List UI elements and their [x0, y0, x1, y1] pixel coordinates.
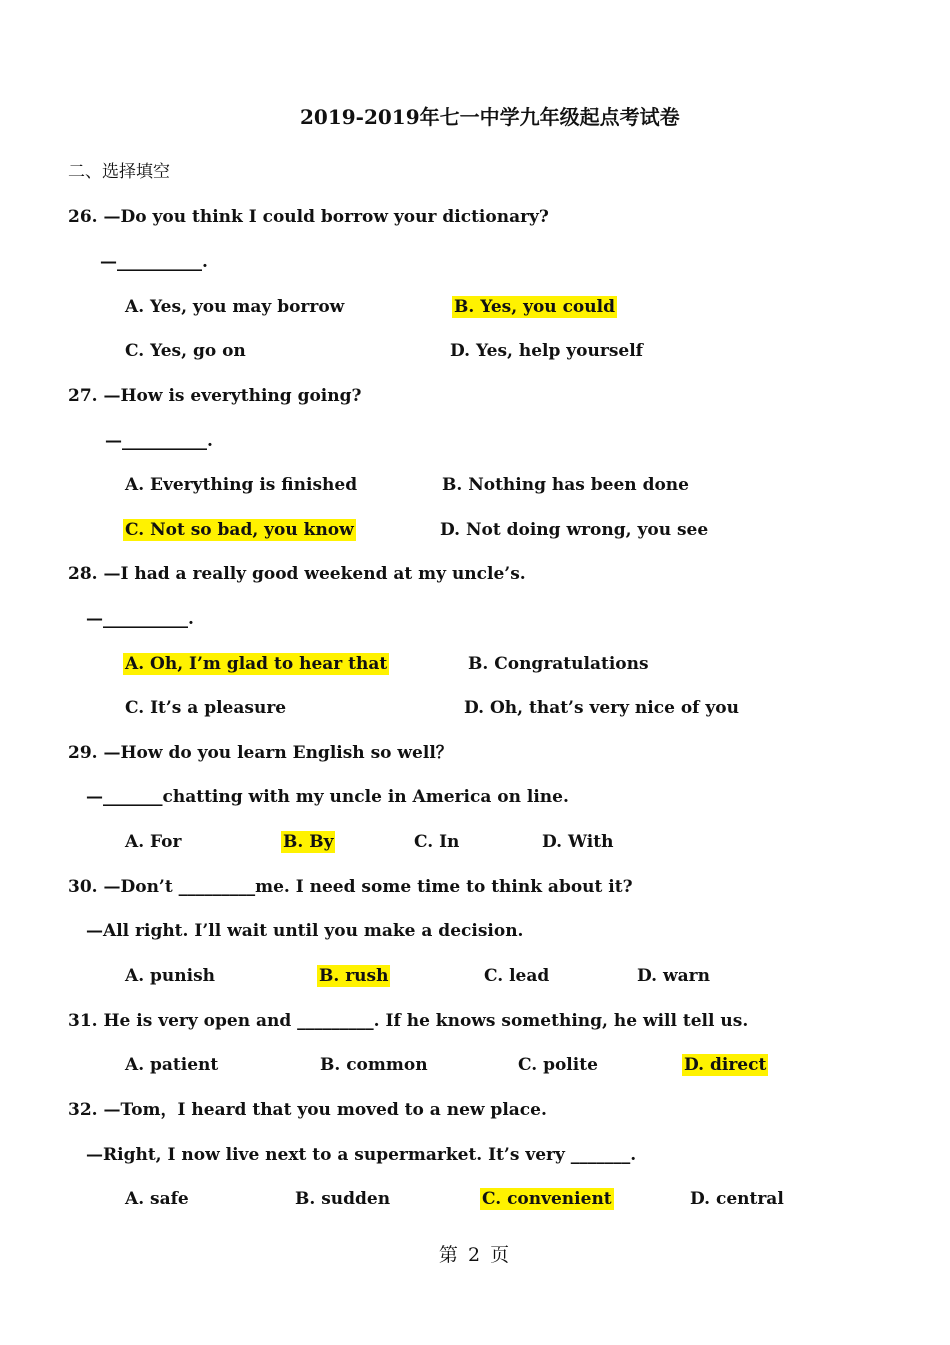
question-32-stem: 32. —Tom，I heard that you moved to a new place. — [68, 1100, 547, 1120]
page-number: 第 2 页 — [438, 1244, 512, 1266]
question-29-option-d: D. With — [542, 832, 614, 852]
question-28-option-a-answer: A. Oh, I’m glad to hear that — [125, 654, 388, 674]
question-31-option-d-answer: D. direct — [684, 1055, 767, 1075]
question-32-reply: —Right, I now live next to a supermarket. It’s very _______. — [86, 1145, 637, 1165]
question-27-option-b: B. Nothing has been done — [442, 475, 689, 495]
page-title: 2019-2019年七一中学九年级起点考试卷 — [300, 105, 680, 129]
question-28-option-c: C. It’s a pleasure — [125, 698, 287, 718]
question-27-option-d: D. Not doing wrong, you see — [440, 520, 709, 540]
question-31-option-a: A. patient — [125, 1055, 219, 1075]
question-31-stem: 31. He is very open and _________. If he knows something, he will tell us. — [68, 1011, 749, 1031]
question-30-stem: 30. —Don’t _________me. I need some time to think about it? — [68, 877, 633, 897]
question-26-reply: —__________. — [100, 252, 208, 272]
question-30-option-a: A. punish — [125, 966, 216, 986]
question-26-option-c: C. Yes, go on — [125, 341, 246, 361]
question-31-option-b: B. common — [320, 1055, 428, 1075]
section-heading: 二、选择填空 — [68, 162, 170, 182]
question-30-option-d: D. warn — [637, 966, 710, 986]
question-29-option-b-answer: B. By — [283, 832, 334, 852]
question-26-option-a: A. Yes, you may borrow — [125, 297, 345, 317]
question-26-option-d: D. Yes, help yourself — [450, 341, 643, 361]
question-32-option-d: D. central — [690, 1189, 784, 1209]
question-27-stem: 27. —How is everything going? — [68, 386, 362, 406]
question-29-option-c: C. In — [414, 832, 460, 852]
question-30-reply: —All right. I’ll wait until you make a decision. — [86, 921, 524, 941]
question-28-stem: 28. —I had a really good weekend at my uncle’s. — [68, 564, 526, 584]
question-26-option-b-answer: B. Yes, you could — [454, 297, 615, 317]
question-30-option-c: C. lead — [484, 966, 550, 986]
question-30-option-b-answer: B. rush — [319, 966, 389, 986]
question-28-option-b: B. Congratulations — [468, 654, 649, 674]
question-31-option-c: C. polite — [518, 1055, 598, 1075]
question-32-option-a: A. safe — [125, 1189, 189, 1209]
question-32-option-c-answer: C. convenient — [482, 1189, 612, 1209]
question-29-stem: 29. —How do you learn English so well？ — [68, 743, 453, 763]
question-27-option-a: A. Everything is finished — [125, 475, 358, 495]
question-27-option-c-answer: C. Not so bad, you know — [125, 520, 354, 540]
question-29-option-a: A. For — [125, 832, 182, 852]
question-26-stem: 26. —Do you think I could borrow your dictionary? — [68, 207, 549, 227]
question-28-reply: —__________. — [86, 609, 194, 629]
question-32-option-b: B. sudden — [295, 1189, 391, 1209]
question-27-reply: —__________. — [105, 431, 213, 451]
question-29-reply: —_______chatting with my uncle in America on line. — [86, 787, 569, 807]
question-28-option-d: D. Oh, that’s very nice of you — [464, 698, 739, 718]
